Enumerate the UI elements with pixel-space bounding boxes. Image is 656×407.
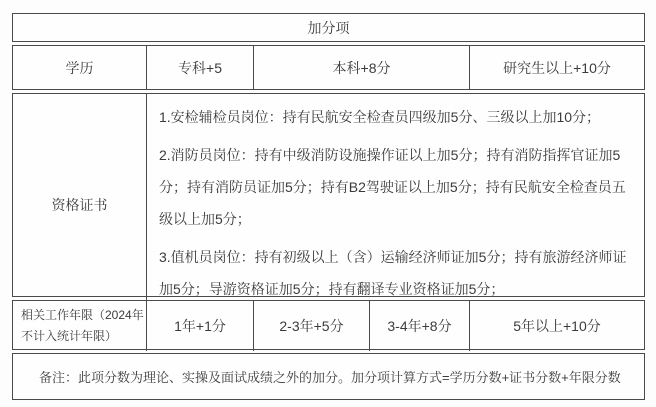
note-text: 备注：此项分数为理论、实操及面试成绩之外的加分。加分项计算方式=学历分数+证书分数+年限分数 bbox=[39, 370, 621, 385]
experience-option-1yr: 1年+1分 bbox=[146, 301, 253, 351]
certificate-item-security: 1.安检辅检员岗位：持有民航安全检查员四级加5分、三级以上加10分； bbox=[159, 109, 601, 125]
education-option-postgraduate: 研究生以上+10分 bbox=[469, 46, 644, 89]
certificates-label: 资格证书 bbox=[51, 196, 108, 213]
note-row bbox=[12, 353, 645, 400]
table-title: 加分项 bbox=[307, 19, 350, 36]
experience-label: 相关工作年限（2024年不计入统计年限） bbox=[21, 308, 144, 343]
education-option-bachelor: 本科+8分 bbox=[253, 46, 469, 89]
experience-option-3-4yr: 3-4年+8分 bbox=[369, 301, 469, 351]
experience-option-5yr-plus: 5年以上+10分 bbox=[469, 301, 644, 351]
bonus-points-table bbox=[12, 13, 645, 400]
experience-row bbox=[12, 300, 645, 350]
certificate-item-firefighter: 2.消防员岗位：持有中级消防设施操作证以上加5分；持有消防指挥官证加5分；持有消防员证加5分；持有B2驾驶证以上加5分；持有民航安全检查员五级以上加5分； bbox=[159, 147, 626, 227]
experience-option-2-3yr: 2-3年+5分 bbox=[253, 301, 369, 351]
education-option-associate: 专科+5 bbox=[146, 46, 253, 89]
certificates-content bbox=[146, 94, 644, 315]
education-row bbox=[12, 45, 645, 90]
table-title-row bbox=[12, 13, 645, 42]
certificate-item-checkin: 3.值机员岗位：持有初级以上（含）运输经济师证加5分；持有旅游经济师证加5分；导游资格证加5分；持有翻译专业资格证加5分； bbox=[159, 249, 627, 297]
education-label: 学历 bbox=[65, 59, 94, 76]
certificates-row bbox=[12, 93, 645, 297]
